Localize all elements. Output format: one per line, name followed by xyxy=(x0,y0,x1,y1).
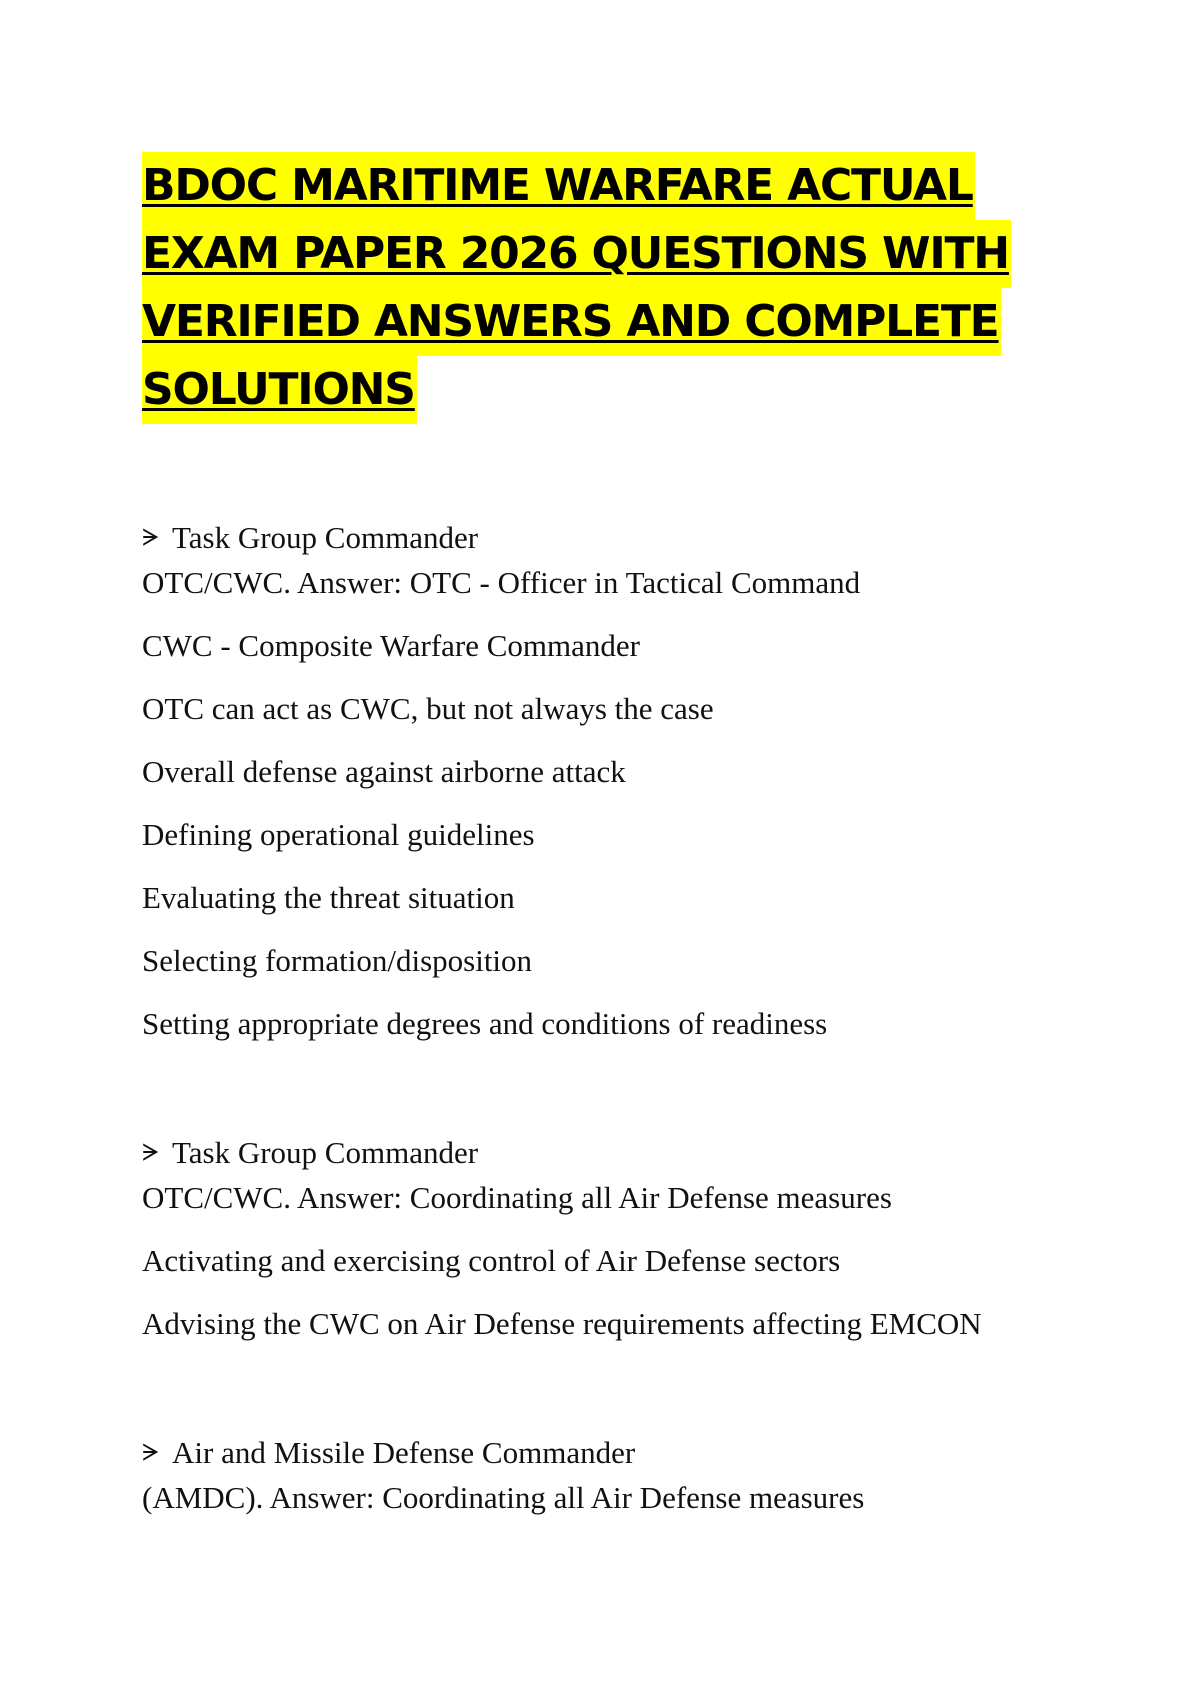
title-line: SOLUTIONS xyxy=(142,356,417,424)
answer-line: Overall defense against airborne attack xyxy=(142,754,626,789)
triangle-bullet-icon: ᗒ xyxy=(142,1139,160,1167)
answer-first-line: OTC/CWC. Answer: Coordinating all Air Defense measures xyxy=(142,1180,892,1215)
answer-line: Evaluating the threat situation xyxy=(142,880,515,915)
answer-first-line: (AMDC). Answer: Coordinating all Air Defense measures xyxy=(142,1480,865,1515)
title-line: BDOC MARITIME WARFARE ACTUAL xyxy=(142,152,975,220)
triangle-bullet-icon: ᗒ xyxy=(142,1439,160,1467)
question-line xyxy=(142,1131,1072,1175)
title-line: EXAM PAPER 2026 QUESTIONS WITH xyxy=(142,220,1011,288)
question-line xyxy=(142,1431,1072,1475)
triangle-bullet-icon: ᗒ xyxy=(142,524,160,552)
qa-item xyxy=(142,1431,1072,1521)
question-text: Air and Missile Defense Commander xyxy=(172,1435,636,1470)
answer-line: Advising the CWC on Air Defense requirements affecting EMCON xyxy=(142,1306,982,1341)
answer-line: Selecting formation/disposition xyxy=(142,943,533,978)
answer-lines xyxy=(142,623,1072,1047)
answer-line: OTC can act as CWC, but not always the case xyxy=(142,691,714,726)
question-text: Task Group Commander xyxy=(172,1135,479,1170)
question-text: Task Group Commander xyxy=(172,520,479,555)
answer-first-line: OTC/CWC. Answer: OTC - Officer in Tactical Command xyxy=(142,565,861,600)
answer-line: Setting appropriate degrees and conditions of readiness xyxy=(142,1006,828,1041)
answer-lines xyxy=(142,1238,1072,1347)
answer-line: Activating and exercising control of Air Defense sectors xyxy=(142,1243,841,1278)
qa-item xyxy=(142,516,1072,1047)
answer-line: CWC - Composite Warfare Commander xyxy=(142,628,640,663)
qa-item xyxy=(142,1131,1072,1347)
document-page xyxy=(142,152,1072,1521)
question-line xyxy=(142,516,1072,560)
answer-line: Defining operational guidelines xyxy=(142,817,535,852)
document-title xyxy=(142,152,1072,424)
title-line: VERIFIED ANSWERS AND COMPLETE xyxy=(142,288,1001,356)
